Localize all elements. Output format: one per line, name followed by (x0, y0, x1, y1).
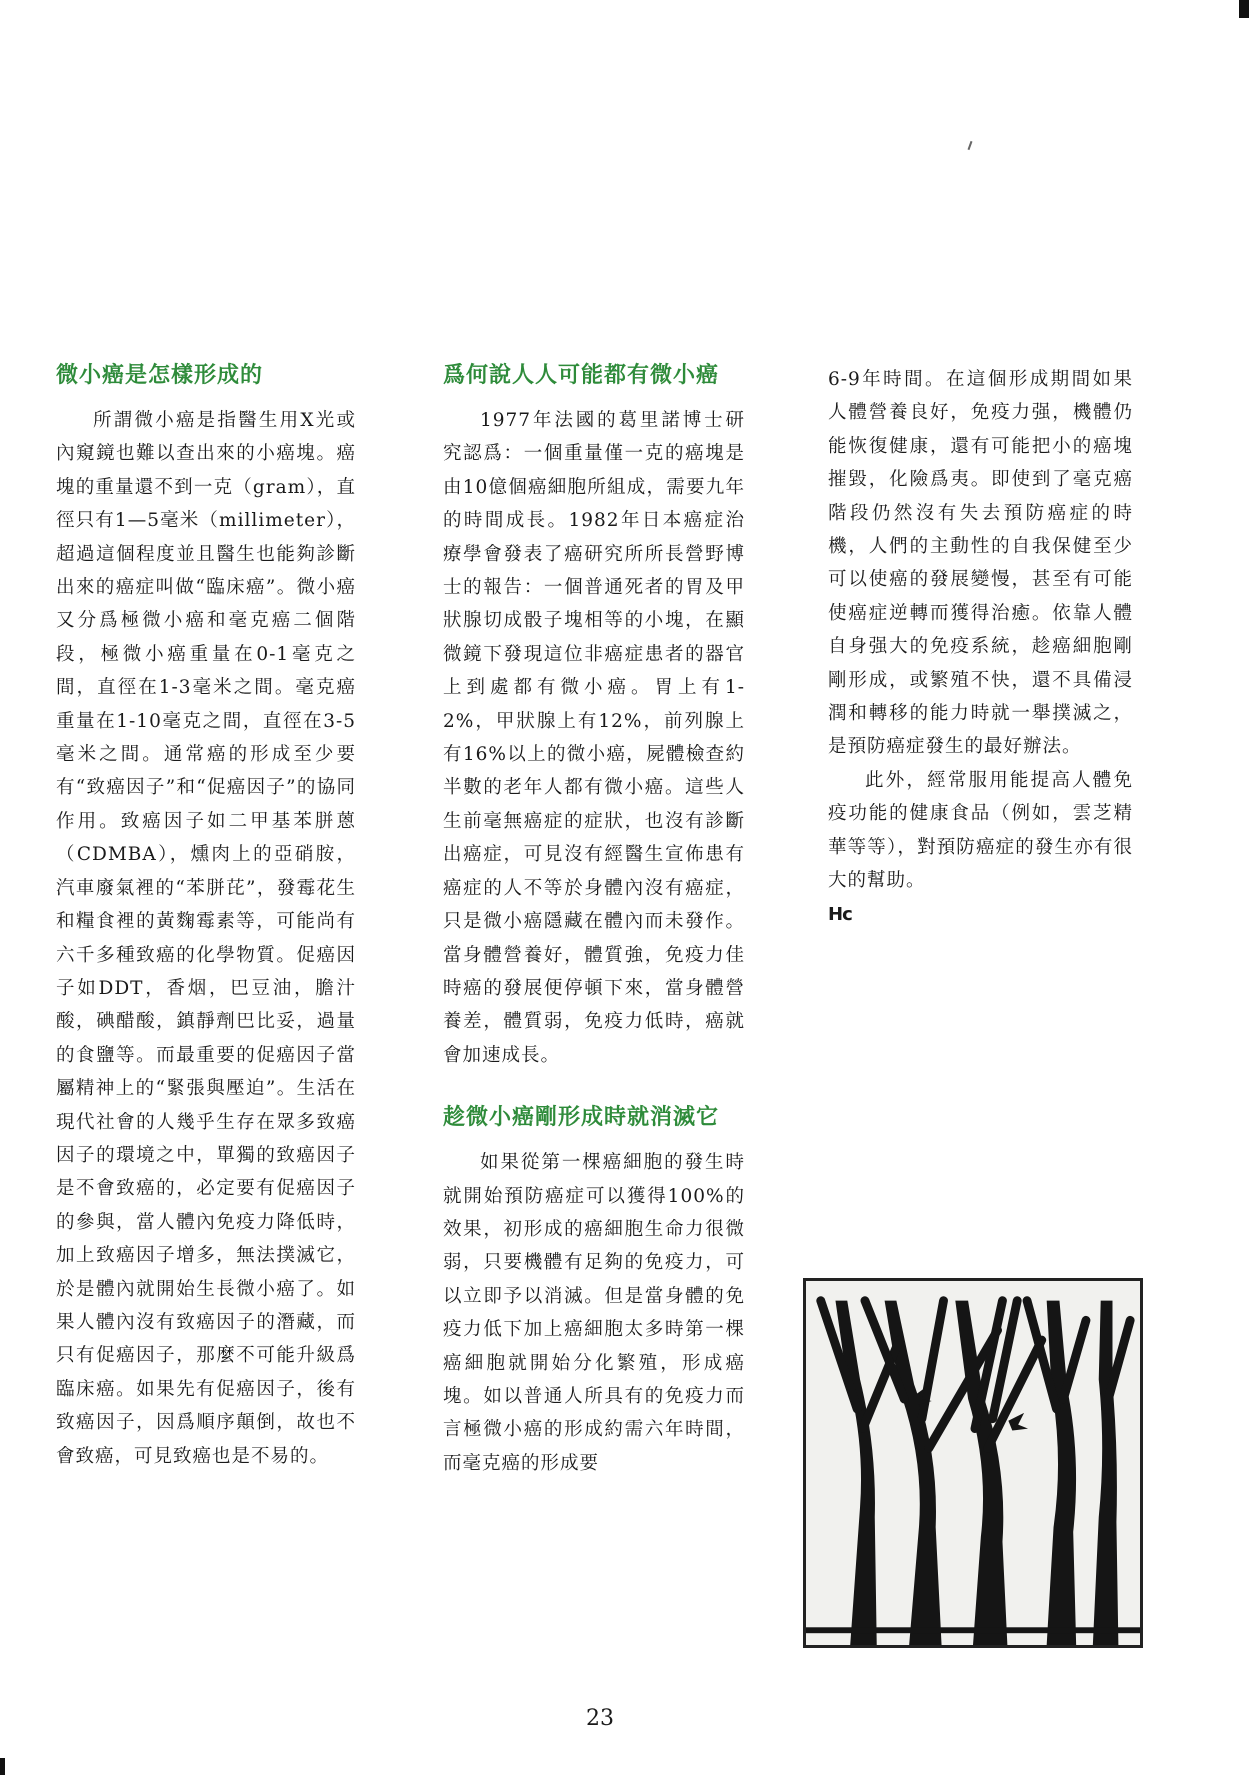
scan-speck (968, 141, 973, 150)
column-2 (443, 360, 745, 1480)
tree-woodcut-illustration (803, 1278, 1143, 1648)
column-1 (56, 360, 356, 1473)
page-number: 23 (586, 1706, 614, 1731)
column-3 (828, 363, 1133, 925)
section-heading-everyone: 爲何說人人可能都有微小癌 (443, 363, 720, 388)
section-body-eliminate: 如果從第一棵癌細胞的發生時就開始預防癌症可以獲得100%的效果，初形成的癌細胞生命力很微弱，只要機體有足夠的免疫力，可以立即予以消滅。但是當身體的免疫力低下加上癌細胞太多時第一棵癌細胞就開始分化繁殖，形成癌塊。如以普通人所具有的免疫力而言極微小癌的形成約需六年時間，而毫克癌的形成要 (443, 1152, 745, 1474)
section-heading-formation: 微小癌是怎樣形成的 (56, 363, 264, 388)
author-signature: Hc (828, 903, 852, 925)
scan-edge-mark (1239, 0, 1249, 18)
scan-edge-mark (0, 1758, 5, 1775)
section-heading-eliminate: 趁微小癌剛形成時就消滅它 (443, 1105, 720, 1131)
section-body-eliminate-continued: 6-9年時間。在這個形成期間如果人體營養良好，免疫力强，機體仍能恢復健康，還有可能把小的癌塊摧毀，化險爲夷。即使到了毫克癌階段仍然沒有失去預防癌症的時機，人們的主動性的自我保健至少可以使癌的發展變慢，甚至有可能使癌症逆轉而獲得治癒。依靠人體自身强大的免疫系統，趁癌細胞剛剛形成，或繁殖不快，還不具備浸潤和轉移的能力時就一舉撲滅之，是預防癌症發生的最好辦法。 (828, 369, 1133, 758)
section-body-everyone: 1977年法國的葛里諾博士研究認爲：一個重量僅一克的癌塊是由10億個癌細胞所組成，需要九年的時間成長。1982年日本癌症治療學會發表了癌研究所所長營野博士的報告：一個普通死者的胃及甲狀腺切成骰子塊相等的小塊，在顯微鏡下發現這位非癌症患者的器官上到處都有微小癌。胃上有1-2%，甲狀腺上有12%，前列腺上有16%以上的微小癌，屍體檢查約半數的老年人都有微小癌。這些人生前毫無癌症的症狀，也沒有診斷出癌症，可見沒有經醫生宣佈患有癌症的人不等於身體內沒有癌症，只是微小癌隱藏在體內而未發作。當身體營養好，體質強，免疫力佳時癌的發展便停頓下來，當身體營養差，體質弱，免疫力低時，癌就會加速成長。 (443, 410, 745, 1066)
section-body-formation: 所謂微小癌是指醫生用X光或內窺鏡也難以查出來的小癌塊。癌塊的重量還不到一克（gram），直徑只有1—5毫米（millimeter），超過這個程度並且醫生也能夠診斷出來的癌症叫做“臨床癌”。微小癌又分爲極微小癌和毫克癌二個階段，極微小癌重量在0-1毫克之間，直徑在1-3毫米之間。毫克癌重量在1-10毫克之間，直徑在3-5毫米之間。通常癌的形成至少要有“致癌因子”和“促癌因子”的協同作用。致癌因子如二甲基苯胼蒽（CDMBA），燻肉上的亞硝胺，汽車廢氣裡的“苯胼芘”，發霉花生和糧食裡的黃麴霉素等，可能尚有六千多種致癌的化學物質。促癌因子如DDT，香烟，巴豆油，膽汁酸，碘醋酸，鎮靜劑巴比妥，過量的食鹽等。而最重要的促癌因子當屬精神上的“緊張與壓迫”。生活在現代社會的人幾乎生存在眾多致癌因子的環境之中，單獨的致癌因子是不會致癌的，必定要有促癌因子的參與，當人體內免疫力降低時，加上致癌因子增多，無法撲滅它，於是體內就開始生長微小癌了。如果人體內沒有致癌因子的潛藏，而只有促癌因子，那麼不可能升級爲臨床癌。如果先有促癌因子，後有致癌因子，因爲順序顛倒，故也不會致癌，可見致癌也是不易的。 (56, 410, 356, 1467)
section-body-supplement: 此外，經常服用能提高人體免疫功能的健康食品（例如，雲芝精華等等），對預防癌症的發生亦有很大的幫助。 (828, 769, 1133, 892)
